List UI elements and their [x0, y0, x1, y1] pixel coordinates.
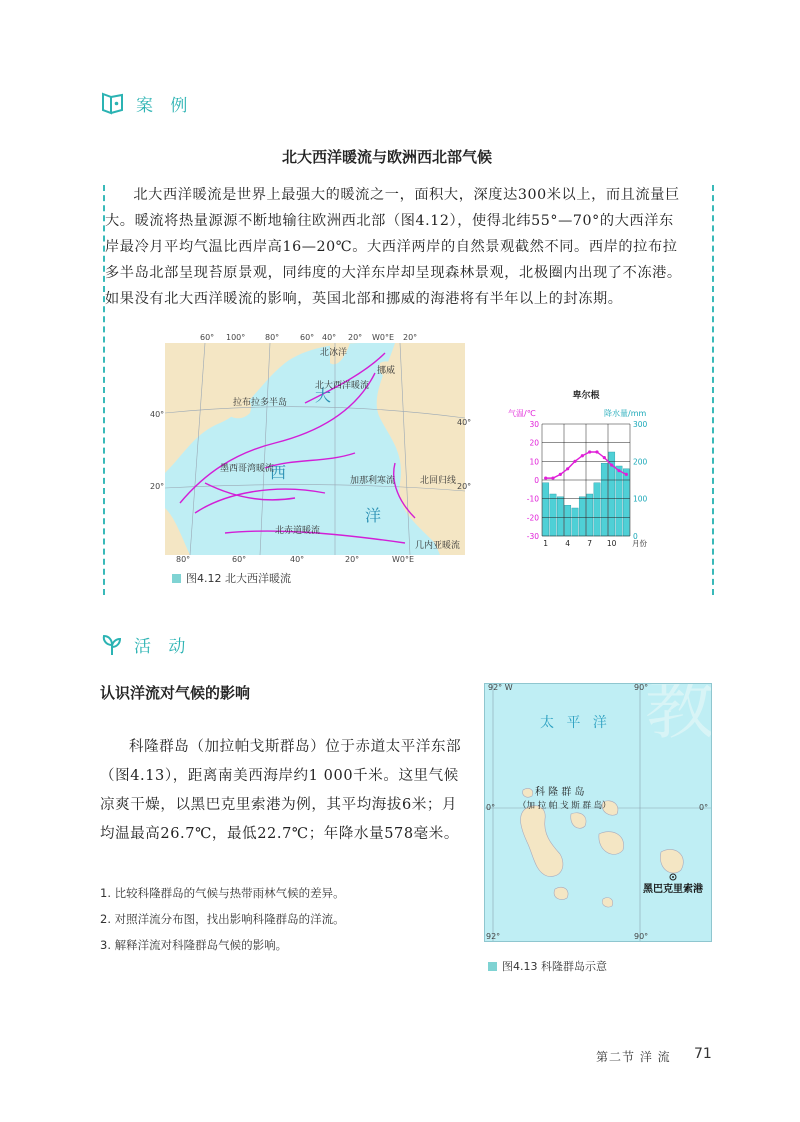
temperature-point [544, 477, 547, 480]
temperature-point [595, 450, 598, 453]
chart-title: 卑尔根 [572, 391, 600, 401]
page-number: 71 [694, 1046, 712, 1062]
temperature-point [573, 460, 576, 463]
svg-text:加那利寒流: 加那利寒流 [350, 476, 396, 486]
activity-heading-label: 活 动 [134, 637, 192, 657]
map-bottom-lon-label: 40° [290, 555, 305, 564]
map-top-lon-label: 60° [300, 333, 315, 342]
temp-tick-label: -20 [526, 513, 539, 523]
month-tick-label: 1 [543, 539, 549, 548]
map-left-lat-label: 20° [150, 482, 165, 491]
temperature-point [551, 477, 554, 480]
precip-bar [623, 469, 629, 536]
svg-text:挪威: 挪威 [377, 366, 396, 376]
month-tick-label: 4 [565, 539, 571, 548]
precip-bar [572, 508, 578, 536]
map2-islands-alt-label: （加 拉 帕 戈 斯 群 岛） [518, 801, 611, 811]
case-title: 北大西洋暖流与欧洲西北部气候 [282, 148, 493, 166]
precip-bar [543, 483, 549, 536]
map-top-lon-label: 80° [265, 333, 280, 342]
activity-paragraph: 科隆群岛（加拉帕戈斯群岛）位于赤道太平洋东部（图4.13），距离南美西海岸约1 000千米。这里气候凉爽干燥，以黑巴克里索港为例，其平均海拔6米；月均温最高26.7℃，最低22.7℃；年降水量578毫米。 [100, 739, 462, 842]
temperature-point [566, 467, 569, 470]
map-bottom-lon-label: 60° [232, 555, 247, 564]
question-item: 2. 对照洋流分布图，找出影响科隆群岛的洋流。 [100, 912, 345, 926]
svg-text:西: 西 [270, 463, 287, 482]
month-axis-label: 月份 [632, 539, 647, 548]
month-tick-label: 7 [587, 539, 593, 548]
map2-islands-label: 科 隆 群 岛 [535, 787, 585, 798]
map2-lat-label: 0° [486, 803, 496, 812]
map2-lat-label: 0° [699, 803, 709, 812]
map-top-lon-label: 20° [403, 333, 418, 342]
svg-text:墨西哥湾暖流: 墨西哥湾暖流 [220, 464, 275, 474]
temperature-point [559, 473, 562, 476]
precip-bar [587, 494, 593, 536]
map-bottom-lon-label: 80° [176, 555, 191, 564]
map-top-lon-label: 100° [226, 333, 246, 342]
precip-tick-label: 100 [633, 494, 648, 504]
north-atlantic-map [165, 343, 465, 555]
month-tick-label: 10 [606, 539, 617, 548]
map-top-lon-label: 20° [348, 333, 363, 342]
precip-bar [594, 483, 600, 536]
svg-text:北回归线: 北回归线 [420, 476, 457, 486]
temperature-point [617, 469, 620, 472]
sprout-icon [100, 633, 124, 657]
caption-square-icon [488, 962, 497, 971]
precip-tick-label: 0 [633, 532, 638, 541]
book-icon [100, 90, 126, 116]
precip-bar [601, 463, 607, 536]
map2-lon-label: 92° W [488, 683, 513, 692]
precip-bar [557, 497, 563, 536]
case-heading-label: 案 例 [136, 95, 194, 116]
map-left-lat-label: 40° [150, 410, 165, 419]
map-top-lon-label: 60° [200, 333, 215, 342]
map-caption-text: 图4.13 科隆群岛示意 [502, 960, 607, 973]
map-bottom-lon-label: 20° [345, 555, 360, 564]
svg-text:教: 教 [645, 684, 711, 749]
temp-tick-label: -10 [526, 494, 539, 504]
map2-lon-label: 90° [634, 683, 649, 692]
activity-heading [100, 632, 191, 657]
map-right-lat-label: 40° [457, 418, 472, 427]
activity-title: 认识洋流对气候的影响 [100, 684, 251, 702]
temperature-point [610, 463, 613, 466]
svg-text:北赤道暖流: 北赤道暖流 [275, 526, 321, 536]
temperature-point [603, 456, 606, 459]
svg-text:大: 大 [315, 386, 332, 405]
map-caption-text: 图4.12 北大西洋暖流 [186, 572, 291, 585]
climate-chart [506, 388, 666, 556]
map2-port-label: 黑巴克里索港 [643, 884, 703, 895]
case-heading [100, 90, 193, 116]
chart-left-axis-label: 气温/℃ [508, 409, 536, 418]
map-bottom-lon-label: W0°E [392, 555, 415, 564]
svg-text:北大西洋暖流: 北大西洋暖流 [315, 381, 370, 391]
activity-questions [100, 885, 460, 963]
climate-chart-svg [506, 388, 666, 556]
temperature-point [588, 450, 591, 453]
question-item: 3. 解释洋流对科隆群岛气候的影响。 [100, 938, 288, 952]
precip-tick-label: 200 [633, 457, 648, 467]
question-item: 1. 比较科隆群岛的气候与热带雨林气候的差异。 [100, 886, 345, 900]
temp-tick-label: 30 [529, 420, 539, 429]
precip-bar [616, 466, 622, 536]
map2-lon-label: 90° [634, 932, 649, 941]
precip-bar [550, 494, 556, 536]
temp-tick-label: 20 [529, 438, 539, 448]
svg-text:北冰洋: 北冰洋 [320, 348, 348, 358]
precip-tick-label: 300 [633, 420, 648, 429]
map2-lon-label: 92° [486, 932, 501, 941]
precip-bar [579, 497, 585, 536]
precip-bar [565, 505, 571, 536]
map-right-lat-label: 20° [457, 482, 472, 491]
map-caption-4-12 [172, 570, 291, 586]
temp-tick-label: 10 [529, 457, 539, 467]
svg-text:洋: 洋 [365, 506, 382, 525]
temperature-point [581, 454, 584, 457]
temperature-point [625, 473, 628, 476]
footer-section: 第二节 洋 流 [596, 1050, 671, 1064]
svg-text:拉布拉多半岛: 拉布拉多半岛 [233, 398, 288, 408]
caption-square-icon [172, 574, 181, 583]
temp-tick-label: 0 [534, 476, 539, 485]
map-top-lon-label: 40° [322, 333, 337, 342]
map-caption-4-13 [488, 958, 607, 974]
case-paragraph: 北大西洋暖流是世界上最强大的暖流之一，面积大，深度达300米以上，而且流量巨大。暖流将热量源源不断地输往欧洲西北部（图4.12），使得北纬55°—70°的大西洋东岸最冷月平均气温比西岸高16—20℃。大西洋两岸的自然景观截然不同。西岸的拉布拉多半岛北部呈现苔原景观，同纬度的大洋东岸却呈现森林景观，北极圈内出现了不冻港。如果没有北大西洋暖流的影响，英国北部和挪威的海港将有半年以上的封冻期。 [105, 187, 682, 307]
map-top-lon-label: W0°E [372, 333, 395, 342]
svg-text:几内亚暖流: 几内亚暖流 [415, 541, 461, 551]
chart-right-axis-label: 降水量/mm [604, 409, 647, 418]
temp-tick-label: -30 [526, 532, 539, 541]
map2-ocean-label: 太 平 洋 [540, 715, 611, 731]
